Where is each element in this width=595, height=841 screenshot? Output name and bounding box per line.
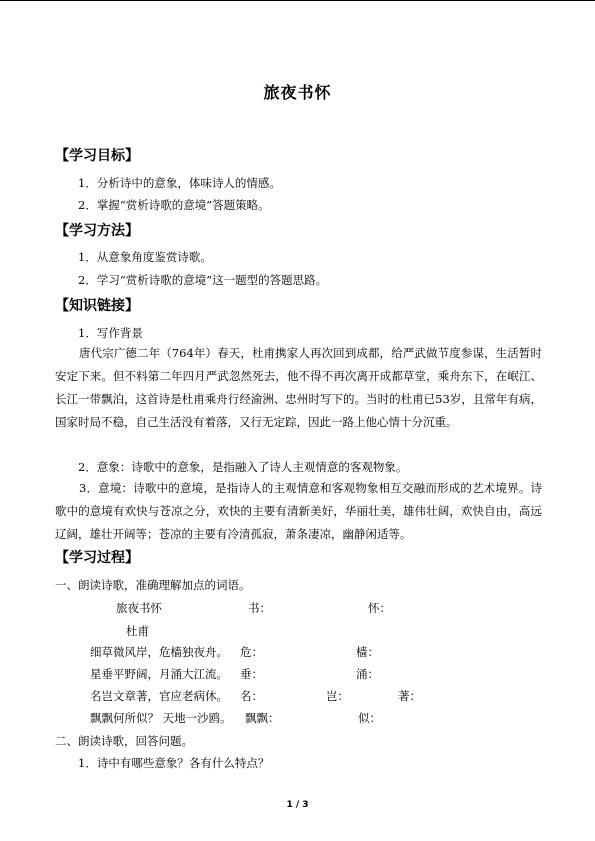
poem-line: 名岂文章著，官应老病休。 — [90, 689, 228, 703]
section-heading-goals: 【学习目标】 — [55, 148, 139, 164]
method-item: 2．学习“赏析诗歌的意境”这一题型的答题思路。 — [78, 273, 328, 287]
gloss-yong: 涌： — [356, 667, 379, 681]
background-paragraph: 唐代宗广德二年（764年）春天，杜甫携家人再次回到成都，给严武做节度参谋，生活暂时安定下来。但不料第二年四月严武忽然死去，他不得不再次离开成都草堂，乘舟东下，在岷江、长江一带飘泊，这首诗是杜甫乘舟行经渝洲、忠州时写下的。当时的杜甫已53岁，且常年有病，国家时局不稳，自己生活没有着落，又行无定踪，因此一路上他心情十分沉重。 — [55, 346, 542, 429]
gloss-huai: 怀： — [368, 601, 391, 615]
knowledge-item-imagery: 2．意象：诗歌中的意象，是指融入了诗人主观情意的客观物象。 — [78, 460, 408, 474]
section-heading-process: 【学习过程】 — [55, 550, 139, 566]
gloss-chui: 垂： — [240, 667, 263, 681]
section-heading-methods: 【学习方法】 — [55, 223, 139, 239]
knowledge-item-mood: 3．意境：诗歌中的意境，是指诗人的主观情意和客观物象相互交融而形成的艺术境界。诗歌中的意境有欢快与苍凉之分，欢快的主要有清新美好，华丽壮美，雄伟壮阔，欢快自由，高远辽阔，雄壮开阔等；苍凉的主要有冷清孤寂，萧条凄凉，幽静闲适等。 — [55, 481, 542, 541]
gloss-ming: 名： — [240, 689, 263, 703]
gloss-zhu: 著： — [398, 689, 421, 703]
gloss-shu: 书： — [248, 601, 271, 615]
page-top-rule — [0, 0, 595, 1]
poem-line: 星垂平野阔，月涌大江流。 — [90, 667, 228, 681]
task-one-instruction: 一、朗读诗歌，准确理解加点的词语。 — [55, 578, 251, 592]
gloss-qiang: 樯： — [356, 645, 379, 659]
method-item: 1．从意象角度鉴赏诗歌。 — [78, 250, 212, 264]
poem-author: 杜甫 — [126, 624, 149, 638]
goal-item: 1．分析诗中的意象，体味诗人的情感。 — [78, 176, 281, 190]
poem-line: 飘飘何所似？ 天地一沙鸥。 — [90, 711, 232, 725]
task-two-instruction: 二、朗读诗歌，回答问题。 — [55, 734, 193, 748]
page-title: 旅夜书怀 — [263, 83, 332, 102]
section-heading-knowledge: 【知识链接】 — [55, 298, 139, 314]
page-number: 1 / 3 — [286, 800, 309, 810]
gloss-si: 似： — [358, 711, 381, 725]
knowledge-item-background-label: 1．写作背景 — [78, 326, 143, 340]
gloss-wei: 危： — [240, 645, 263, 659]
question-1: 1．诗中有哪些意象？各有什么特点？ — [78, 756, 270, 770]
gloss-qi: 岂： — [326, 689, 349, 703]
goal-item: 2．掌握“赏析诗歌的意境”答题策略。 — [78, 198, 270, 212]
gloss-piaopiao: 飘飘： — [245, 711, 280, 725]
poem-line: 细草微风岸，危樯独夜舟。 — [90, 645, 228, 659]
poem-title: 旅夜书怀 — [116, 601, 162, 615]
